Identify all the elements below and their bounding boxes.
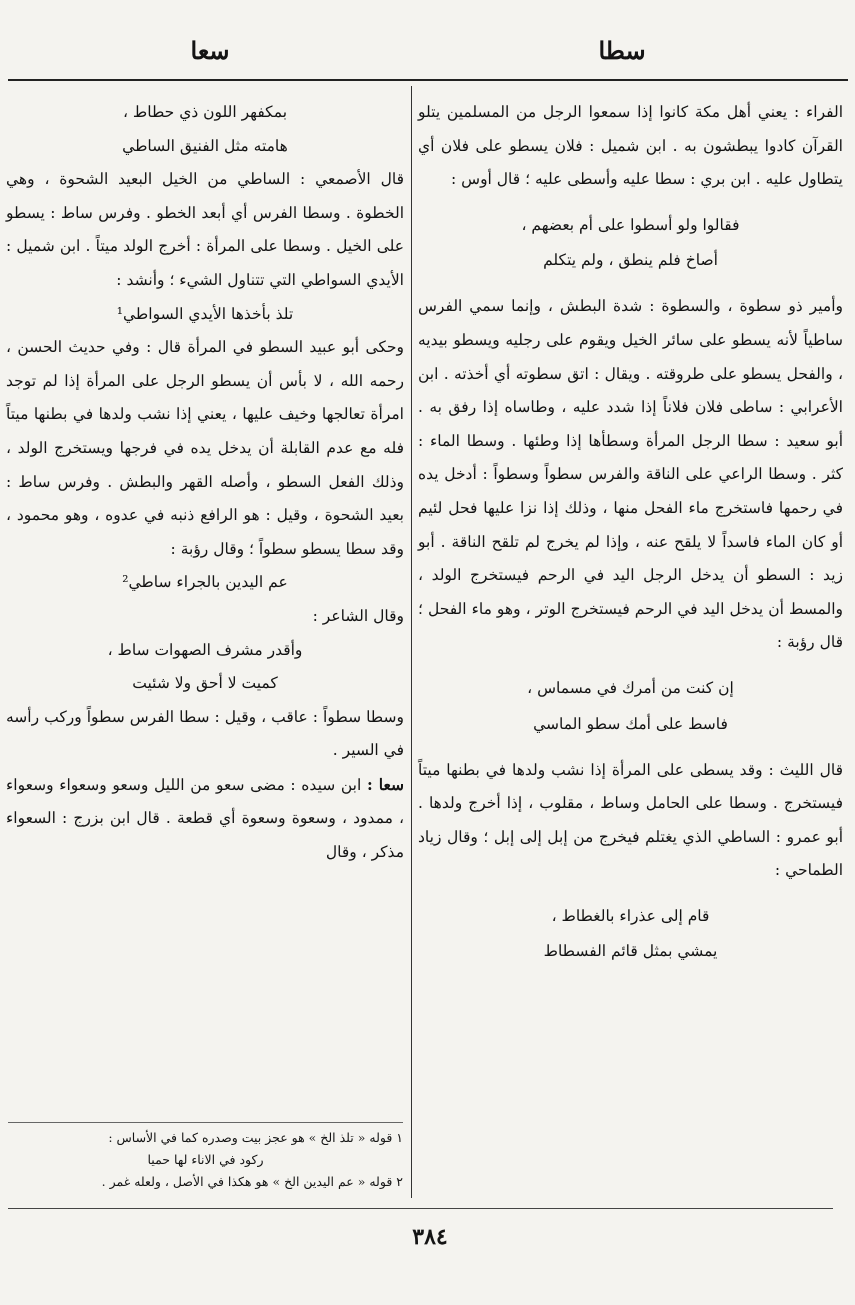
verse-line: يمشي بمثل قائم الفسطاط: [543, 942, 718, 961]
verse-line: هامته مثل الفنيق الساطي: [122, 136, 288, 155]
verse-line: إن كنت من أمرك في مسماس ،: [527, 678, 734, 697]
verse-line: تلذ بأخذها الأيدي السواطي¹: [116, 304, 294, 323]
verse-line: فقالوا ولو أسطوا على أم بعضهم ،: [521, 215, 740, 234]
running-header-right: سطا: [598, 36, 646, 65]
paragraph: قال الليث : وقد يسطى على المرأة إذا نشب ولدها في بطنها ميتاً فيستخرج . وسطا على الحامل وساط ، مقلوب ، إذا أخرج ولدها . أبو عمرو : الساطي الذي يغتلم فيخرج من إبل إلى إبل ؛ وقال زياد الطماحي :: [418, 760, 843, 880]
column-divider: [411, 86, 412, 1198]
paragraph: وأمير ذو سطوة ، والسطوة : شدة البطش ، وإنما سمي الفرس ساطياً لأنه يسطو على سائر الخيل ويقوم على رجليه ويسطو بيديه ، والفحل يسطو على طروقته . ويقال : اتق سطوته أي أخذته . ابن الأعرابي : ساطى فلان فلاناً إذا شدد عليه ، وطاساه إذا رفق به . أبو سعيد : سطا الرجل المرأة وسطأها إذا وطئها . وسطا الماء : كثر . وسطا الراعي على الناقة والفرس سطواً وسطواً : أدخل يده في رحمها فاستخرج ماء الفحل منها ، وذلك إذا نزا عليها فحل لئيم أو كان الماء فاسداً لا يلقح عنه ، وإذا لم يخرج لم تلقح الناقة . أبو زيد : السطو أن يدخل الرجل اليد في الرحم فيستخرج الولد ، والمسط أن يدخل اليد في الرحم فيستخرج الوتر ، وهو ماء الفحل ؛ قال رؤبة :: [418, 297, 843, 652]
footnote: ١ قوله « تلذ الخ » هو عجز بيت وصدره كما في الأساس :: [108, 1130, 403, 1145]
entry-text: ابن سيده : مضى سعو من الليل وسعو وسعواء وسعواء ، ممدود ، وسعوة وسعوة أي قطعة . قال ابن بزرج : السعواء مذكر ، وقال: [6, 775, 404, 862]
paragraph: الفراء : يعني أهل مكة كانوا إذا سمعوا الرجل من المسلمين يتلو القرآن كادوا يبطشون به . ابن شميل : فلان يسطو على فلان أي يتطاول عليه . ابن بري : سطا عليه وأسطى عليه ؛ قال أوس :: [418, 103, 843, 189]
paragraph: وحكى أبو عبيد السطو في المرأة قال : وفي حديث الحسن ، رحمه الله ، لا بأس أن يسطو الرجل على المرأة إذا لم توجد امرأة تعالجها وخيف عليها ، يعني إذا نشب ولدها في بطنها ميتاً فله مع عدم القابلة أن يدخل يده في فرجها ويستخرج الولد ، وذلك الفعل السطو ، وأصله القهر والبطش . وفرس ساط : بعيد الشحوة ، وقيل : هو الرافع ذنبه في عدوه ، وهو محمود ، وقد سطا يسطو سطواً ؛ وقال رؤبة :: [6, 338, 404, 558]
footnote-verse: ركود في الاناء لها حميا: [147, 1152, 264, 1167]
verse-line: قام إلى عذراء بالغطاط ،: [551, 906, 710, 925]
verse-line: بمكفهر اللون ذي حطاط ،: [122, 103, 288, 121]
right-column: [418, 96, 843, 969]
left-column: [6, 96, 404, 870]
paragraph: وسطا سطواً : عاقب ، وقيل : سطا الفرس سطواً وركب رأسه في السير .: [6, 707, 404, 760]
verse-line: عم اليدين بالجراء ساطي²: [122, 573, 288, 592]
entry-paragraph: [6, 768, 404, 870]
verse-line: كميت لا أحق ولا شئيت: [132, 674, 278, 693]
footer-rule: [8, 1208, 833, 1209]
footnotes: [8, 1122, 403, 1193]
running-header-left: سعا: [190, 36, 230, 65]
header-rule: [8, 79, 848, 81]
footnote: ٢ قوله « عم اليدين الخ » هو هكذا في الأصل ، ولعله غمر .: [101, 1174, 403, 1189]
page-number: ٣٨٤: [412, 1224, 448, 1250]
entry-headword: سعا :: [366, 774, 404, 794]
verse-line: أصاخ فلم ينطق ، ولم يتكلم: [543, 251, 718, 270]
verse-line: وأقدر مشرف الصهوات ساط ،: [107, 640, 303, 659]
paragraph: وقال الشاعر :: [312, 606, 404, 625]
verse-line: فاسط على أمك سطو الماسي: [533, 714, 728, 733]
paragraph: قال الأصمعي : الساطي من الخيل البعيد الشحوة ، وهي الخطوة . وسطا الفرس أي أبعد الخطو . وفرس ساط : يسطو على الخيل . وسطا على المرأة : أخرج الولد ميتاً . ابن شميل : الأيدي السواطي التي تتناول الشيء ؛ وأنشد :: [6, 170, 404, 289]
